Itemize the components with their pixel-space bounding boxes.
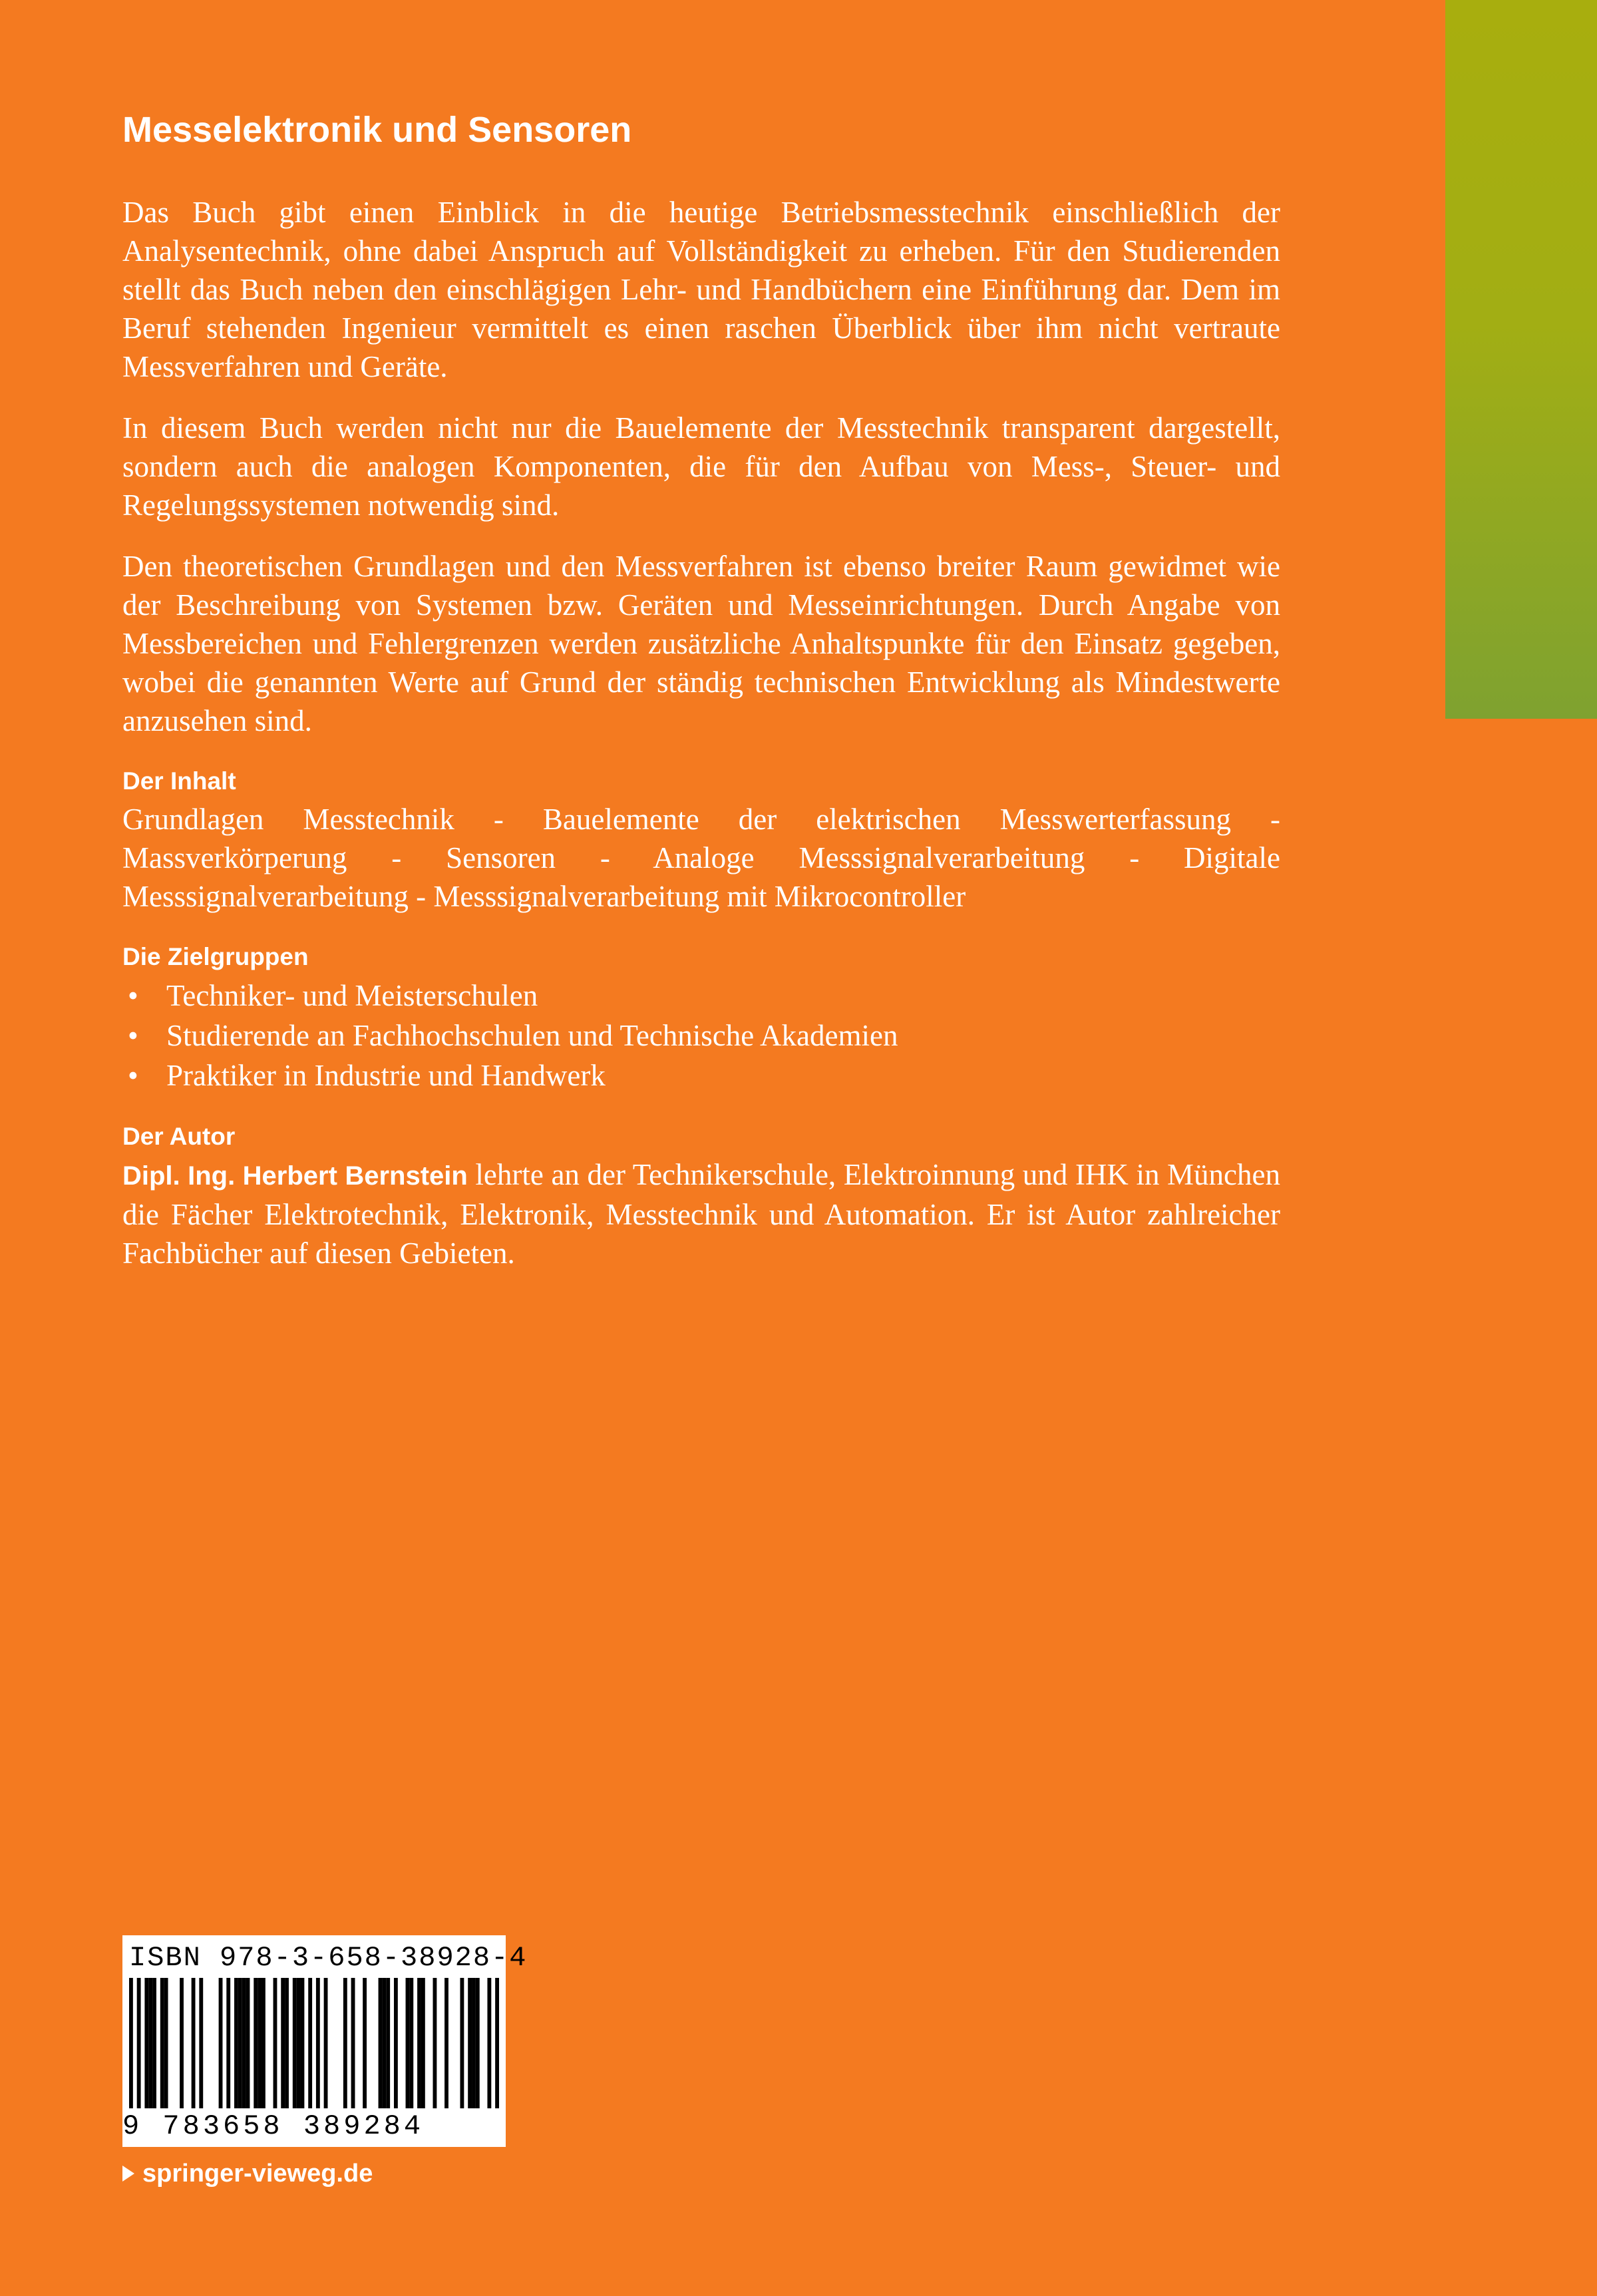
barcode-bar	[180, 1978, 184, 2108]
list-item	[122, 1055, 1280, 1095]
intro-paragraph: In diesem Buch werden nicht nur die Bauelemente der Messtechnik transparent dargestellt, sondern auch die analogen Komponenten, die für den Aufbau von Mess-, Steuer- und Regelungssystemen notwendig sind.	[122, 411, 1280, 522]
barcode-bar	[293, 1978, 297, 2108]
barcode-bar	[433, 1978, 437, 2108]
barcode-bar	[234, 1978, 238, 2108]
barcode-bar	[316, 1978, 320, 2108]
list-item	[122, 976, 1280, 1016]
barcode-bar	[164, 1978, 168, 2108]
barcode-bar	[262, 1978, 266, 2108]
list-item-text: Techniker- und Meisterschulen	[166, 979, 538, 1012]
back-cover-text	[122, 106, 1280, 1295]
barcode-bar	[192, 1978, 196, 2108]
ean-digits: 9 783658 389284	[122, 2110, 425, 2142]
barcode-bar	[421, 1978, 425, 2108]
barcode-bar	[351, 1978, 355, 2108]
intro-paragraph: Den theoretischen Grundlagen und den Messverfahren ist ebenso breiter Raum gewidmet wie der Beschreibung von Systemen bzw. Geräten und Messeinrichtungen. Durch Angabe von Messbereichen und Fehlergrenzen werden zusätzliche Anhaltspunkte für den Einsatz gegeben, wobei die genannten Werte auf Grund der ständig technischen Entwicklung als Mindestwerte anzusehen sind.	[122, 550, 1280, 737]
audience-heading: Die Zielgruppen	[122, 943, 309, 970]
barcode-bar	[258, 1978, 262, 2108]
barcode-bar	[472, 1978, 476, 2108]
isbn-barcode	[122, 1935, 528, 2147]
barcode-bar	[160, 1978, 164, 2108]
barcode-bar	[417, 1978, 421, 2108]
author-text	[122, 1155, 1280, 1272]
barcode-bar	[301, 1978, 305, 2108]
barcode-bar	[394, 1978, 398, 2108]
barcode-bar	[144, 1978, 148, 2108]
bullet-icon: •	[128, 1019, 138, 1052]
barcode-bars	[129, 1978, 499, 2108]
isbn-label: ISBN 978-3-658-38928-4	[129, 1942, 528, 1974]
barcode-bar	[468, 1978, 472, 2108]
barcode-bar	[273, 1978, 277, 2108]
intro-paragraph: Das Buch gibt einen Einblick in die heutige Betriebsmesstechnik einschließlich der Analysentechnik, ohne dabei Anspruch auf Vollständigkeit zu erheben. Für den Studierenden stellt das Buch neben den einschlägigen Lehr- und Handbüchern eine Einführung dar. Dem im Beruf stehenden Ingenieur vermittelt es einen raschen Überblick über ihm nicht vertraute Messverfahren und Geräte.	[122, 196, 1280, 383]
barcode-bar	[219, 1978, 223, 2108]
barcode-bar	[476, 1978, 480, 2108]
contents-heading: Der Inhalt	[122, 767, 236, 795]
barcode-bar	[324, 1978, 328, 2108]
contents-text: Grundlagen Messtechnik - Bauelemente der elektrischen Messwerterfassung - Massverkörperung - Sensoren - Analoge Messsignalverarbeitung - Digitale Messsignalverarbeitung - Messsignalverarbeitung mit Mikrocontroller	[122, 803, 1280, 913]
list-item-text: Praktiker in Industrie und Handwerk	[166, 1059, 606, 1092]
barcode-bar	[444, 1978, 448, 2108]
barcode-bar	[285, 1978, 289, 2108]
barcode-bar	[281, 1978, 285, 2108]
barcode-bar	[460, 1978, 464, 2108]
barcode-bar	[379, 1978, 383, 2108]
book-title: Messelektronik und Sensoren	[122, 110, 632, 150]
barcode-bar	[406, 1978, 410, 2108]
barcode-bar	[152, 1978, 156, 2108]
barcode-bar	[363, 1978, 367, 2108]
barcode-bar	[137, 1978, 141, 2108]
bullet-icon: •	[128, 979, 138, 1012]
barcode-bar	[254, 1978, 258, 2108]
barcode-bar	[487, 1978, 491, 2108]
barcode-bar	[226, 1978, 230, 2108]
accent-bar	[1445, 0, 1597, 719]
barcode-bar	[129, 1978, 133, 2108]
bullet-icon: •	[128, 1059, 138, 1092]
barcode-bar	[495, 1978, 499, 2108]
barcode-bar	[199, 1978, 203, 2108]
author-bio: lehrte an der Technikerschule, Elektroinnung und IHK in München die Fächer Elektrotechnik, Elektronik, Messtechnik und Automation. Er ist Autor zahlreicher Fachbücher auf diesen Gebieten.	[122, 1158, 1280, 1270]
barcode-bar	[343, 1978, 347, 2108]
publisher-link[interactable]	[122, 2156, 373, 2191]
barcode-bar	[246, 1978, 250, 2108]
barcode-bar	[382, 1978, 386, 2108]
arrow-right-icon	[122, 2166, 134, 2182]
author-name: Dipl. Ing. Herbert Bernstein	[122, 1161, 468, 1191]
list-item-text: Studierende an Fachhochschulen und Technische Akademien	[166, 1019, 898, 1052]
barcode-bar	[386, 1978, 390, 2108]
publisher-url: springer-vieweg.de	[142, 2160, 373, 2188]
barcode-bar	[238, 1978, 242, 2108]
barcode-bar	[409, 1978, 413, 2108]
author-heading: Der Autor	[122, 1123, 236, 1150]
barcode-bar	[297, 1978, 301, 2108]
list-item	[122, 1016, 1280, 1055]
audience-list	[122, 976, 1280, 1095]
barcode-bar	[308, 1978, 312, 2108]
barcode-bar	[148, 1978, 152, 2108]
barcode-bar	[242, 1978, 246, 2108]
